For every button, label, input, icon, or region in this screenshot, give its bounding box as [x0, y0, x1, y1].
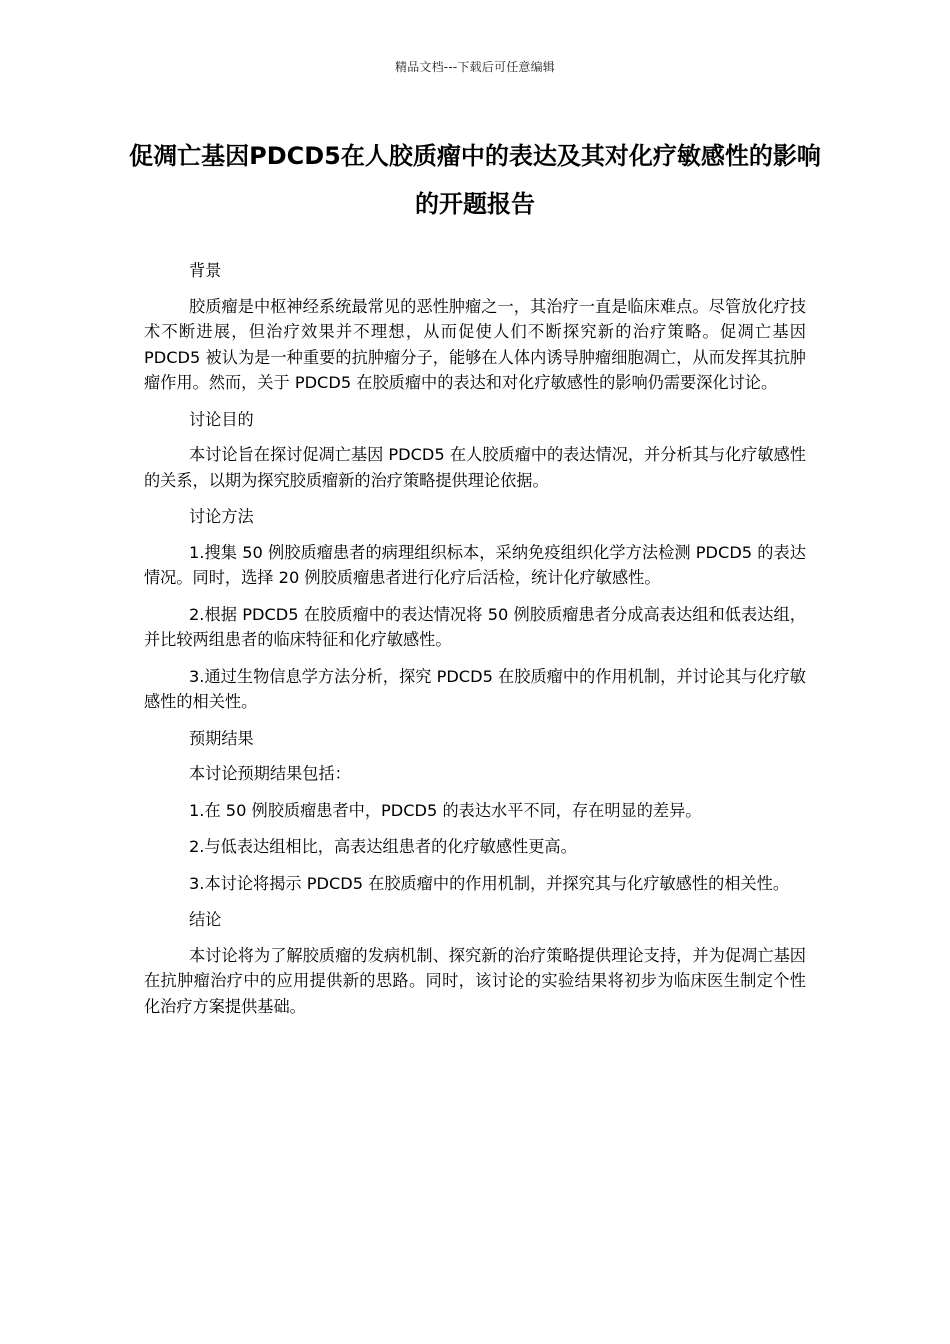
- conclusion-paragraph: 本讨论将为了解胶质瘤的发病机制、探究新的治疗策略提供理论支持，并为促凋亡基因在抗肿瘤治疗中的应用提供新的思路。同时，该讨论的实验结果将初步为临床医生制定个性化治疗方案提供基础。: [144, 945, 806, 1016]
- expected-item-1: 1.在 50 例胶质瘤患者中，PDCD5 的表达水平不同，存在明显的差异。: [189, 800, 702, 820]
- purpose-paragraph: 本讨论旨在探讨促凋亡基因 PDCD5 在人胶质瘤中的表达情况，并分析其与化疗敏感性的关系，以期为探究胶质瘤新的治疗策略提供理论依据。: [144, 445, 806, 490]
- expected-intro: 本讨论预期结果包括：: [189, 764, 351, 783]
- section-heading-conclusion: 结论: [189, 910, 222, 929]
- document-title: 促凋亡基因PDCD5在人胶质瘤中的表达及其对化疗敏感性的影响的开题报告: [129, 142, 821, 218]
- section-heading-background: 背景: [189, 261, 222, 280]
- expected-item-3: 3.本讨论将揭示 PDCD5 在胶质瘤中的作用机制，并探究其与化疗敏感性的相关性。: [189, 873, 790, 893]
- header-note: 精品文档---下载后可任意编辑: [395, 60, 555, 74]
- method-item-3: 3.通过生物信息学方法分析，探究 PDCD5 在胶质瘤中的作用机制，并讨论其与化疗敏感性的相关性。: [144, 666, 806, 711]
- section-heading-expected: 预期结果: [189, 728, 254, 748]
- method-item-2: 2.根据 PDCD5 在胶质瘤中的表达情况将 50 例胶质瘤患者分成高表达组和低表达组，并比较两组患者的临床特征和化疗敏感性。: [144, 604, 806, 649]
- expected-item-2: 2.与低表达组相比，高表达组患者的化疗敏感性更高。: [189, 837, 577, 856]
- method-item-1: 1.搜集 50 例胶质瘤患者的病理组织标本，采纳免疫组织化学方法检测 PDCD5 的表达情况。同时，选择 20 例胶质瘤患者进行化疗后活检，统计化疗敏感性。: [144, 542, 806, 587]
- section-heading-purpose: 讨论目的: [189, 409, 254, 429]
- document-body: [144, 258, 806, 1030]
- section-heading-methods: 讨论方法: [189, 507, 254, 526]
- background-paragraph: 胶质瘤是中枢神经系统最常见的恶性肿瘤之一，其治疗一直是临床难点。尽管放化疗技术不断进展，但治疗效果并不理想，从而促使人们不断探究新的治疗策略。促凋亡基因 PDCD5 被认为是一种重要的抗肿瘤分子，能够在人体内诱导肿瘤细胞凋亡，从而发挥其抗肿瘤作用。然而，关于 PDCD5 在胶质瘤中的表达和对化疗敏感性的影响仍需要深化讨论。: [144, 296, 806, 392]
